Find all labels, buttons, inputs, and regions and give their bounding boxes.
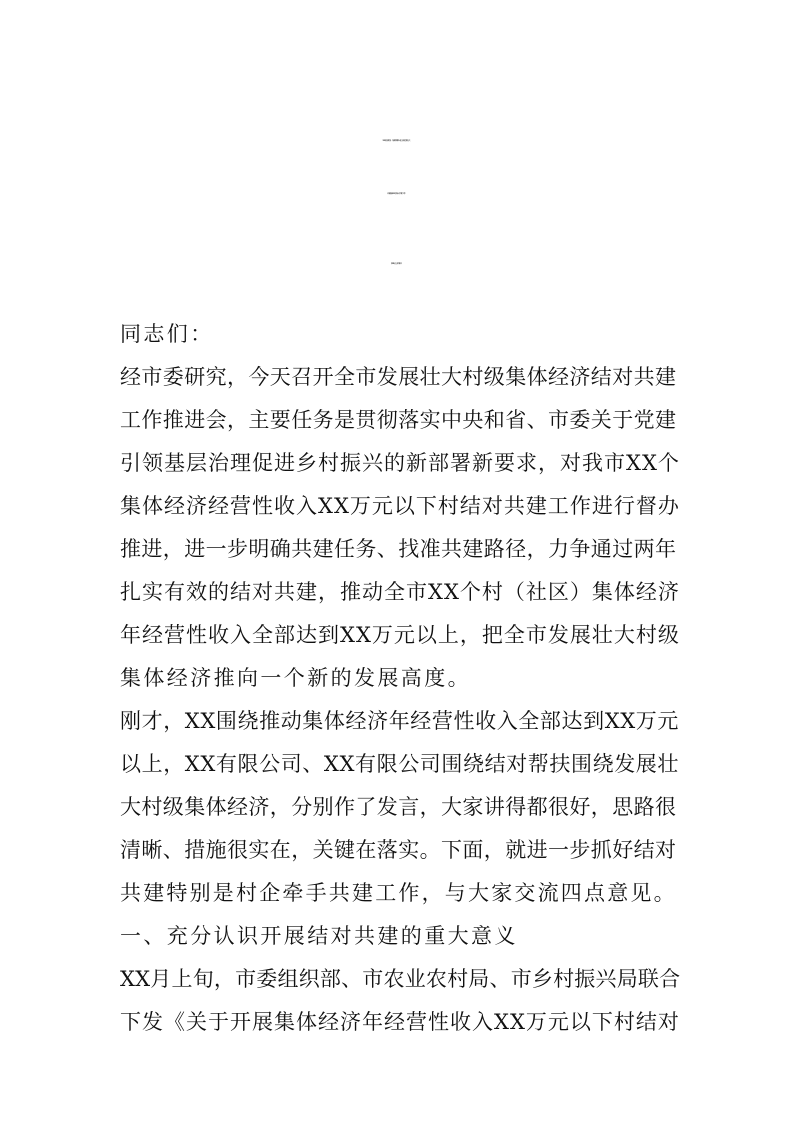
body-line: 清晰、措施很实在，关键在落实。下面，就进一步抓好结对 bbox=[120, 838, 677, 862]
body-line: 刚才，XX围绕推动集体经济年经营性收入全部达到XX万元 bbox=[120, 709, 679, 733]
document-title-line-3: 推进会上的讲话 bbox=[391, 264, 402, 265]
body-line: 扎实有效的结对共建，推动全市XX个村（社区）集体经济 bbox=[120, 580, 680, 604]
body-line: 年经营性收入全部达到XX万元以上，把全市发展壮大村级 bbox=[120, 623, 680, 647]
body-line: 集体经济推向一个新的发展高度。 bbox=[120, 666, 471, 690]
body-line: 经市委研究，今天召开全市发展壮大村级集体经济结对共建 bbox=[120, 365, 677, 389]
body-line: 以上，XX有限公司、XX有限公司围绕结对帮扶围绕发展壮 bbox=[120, 752, 679, 776]
body-line: XX月上旬，市委组织部、市农业农村局、市乡村振兴局联合 bbox=[120, 967, 681, 991]
body-line: 推进，进一步明确共建任务、找准共建路径，力争通过两年 bbox=[120, 537, 677, 561]
body-line: 集体经济经营性收入XX万元以下村结对共建工作进行督办 bbox=[120, 494, 680, 518]
document-title-line-2: 村级集体经济结对共建工作 bbox=[387, 194, 406, 195]
body-line: 大村级集体经济，分别作了发言，大家讲得都很好，思路很 bbox=[120, 795, 677, 819]
greeting: 同志们： bbox=[120, 322, 214, 346]
section-heading: 一、充分认识开展结对共建的重大意义 bbox=[120, 924, 518, 948]
body-line: 工作推进会，主要任务是贯彻落实中央和省、市委关于党建 bbox=[120, 408, 677, 432]
body-line: 引领基层治理促进乡村振兴的新部署新要求，对我市XX个 bbox=[120, 451, 680, 475]
document-title-line-1: XX市委常委、组织部部长在全市发展壮大 bbox=[382, 141, 411, 142]
body-line: 共建特别是村企牵手共建工作，与大家交流四点意见。 bbox=[120, 881, 677, 905]
body-line: 下发《关于开展集体经济年经营性收入XX万元以下村结对 bbox=[120, 1010, 680, 1034]
